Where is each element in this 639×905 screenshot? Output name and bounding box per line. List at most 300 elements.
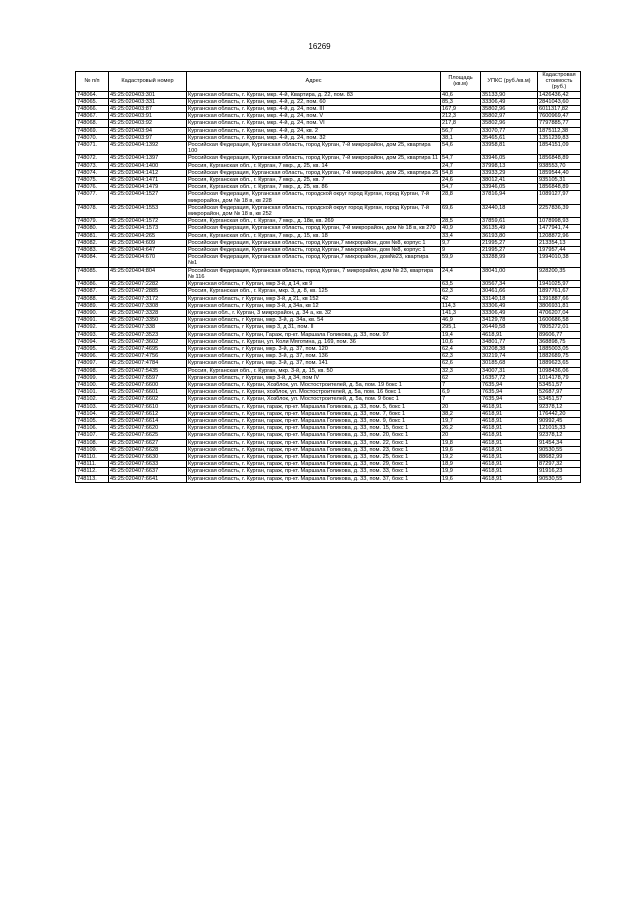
upks-cell: 4618,91 — [481, 446, 538, 453]
address-cell: Курганская область, г. Курган, Хозблок, ул. Мостостроителей, д. 5а, пом. 19 бокс 1 — [187, 381, 441, 388]
table-row — [76, 475, 581, 482]
upks-cell: 7635,94 — [481, 396, 538, 403]
cadastral-cost-cell: 1941025,97 — [538, 281, 581, 288]
address-cell: Российская Федерация, Курганская область, город Курган, 7-й микрорайон, дом № 18 в, кв 270 — [187, 225, 441, 232]
table-row — [76, 439, 581, 446]
address-cell: Курганская область, г. Курган, гараж, пр-кт. Маршала Голикова, д. 33, пом. 9, бокс 1 — [187, 417, 441, 424]
row-number-cell: 748066. — [76, 106, 109, 113]
table-row — [76, 403, 581, 410]
area-cell: 54,6 — [441, 142, 481, 155]
table-row — [76, 309, 581, 316]
cadastral-number-cell: 45:25:020407:2282 — [109, 281, 187, 288]
address-cell: Россия, Курганская обл., г. Курган, мкр. 3-й, д. 15, кв. 50 — [187, 367, 441, 374]
cadastral-number-cell: 45:25:020404:804 — [109, 267, 187, 280]
cadastral-cost-cell: 1600686,58 — [538, 317, 581, 324]
table-row — [76, 91, 581, 98]
upks-cell: 4618,91 — [481, 425, 538, 432]
cadastral-cost-cell: 935105,31 — [538, 177, 581, 184]
table-row — [76, 453, 581, 460]
cadastral-number-cell: 45:25:020404:1397 — [109, 155, 187, 162]
header-address: Адрес — [187, 72, 441, 92]
table-row — [76, 218, 581, 225]
cadastral-cost-cell: 4706207,04 — [538, 309, 581, 316]
row-number-cell: 748067. — [76, 113, 109, 120]
cadastral-cost-cell: 121015,33 — [538, 425, 581, 432]
cadastral-number-cell: 45:25:020407:3308 — [109, 302, 187, 309]
address-cell: Курганская область, г. Курган, гараж, пр-кт. Маршала Голикова, д. 33, пом. 37, бокс 1 — [187, 475, 441, 482]
upks-cell: 35465,61 — [481, 134, 538, 141]
cadastral-number-cell: 45:25:020404:265 — [109, 232, 187, 239]
row-number-cell: 748076. — [76, 184, 109, 191]
cadastral-number-cell: 45:25:020403:91 — [109, 113, 187, 120]
row-number-cell: 748078. — [76, 204, 109, 217]
cadastral-number-cell: 45:25:020407:6633 — [109, 461, 187, 468]
table-row — [76, 142, 581, 155]
address-cell: Курганская область, г Курган, мкр. 3-й, д. 37, пом. 136 — [187, 353, 441, 360]
area-cell: 63,5 — [441, 281, 481, 288]
cadastral-cost-cell: 88682,99 — [538, 453, 581, 460]
cadastral-number-cell: 45:25:020407:4756 — [109, 353, 187, 360]
table-row — [76, 317, 581, 324]
table-row — [76, 446, 581, 453]
area-cell: 9,7 — [441, 239, 481, 246]
table-row — [76, 106, 581, 113]
table-row — [76, 360, 581, 367]
area-cell: 141,3 — [441, 309, 481, 316]
table-row — [76, 324, 581, 331]
cadastral-cost-cell: 197957,44 — [538, 247, 581, 254]
upks-cell: 4618,91 — [481, 331, 538, 338]
upks-cell: 4618,91 — [481, 461, 538, 468]
page-number: 16269 — [308, 42, 331, 51]
table-row — [76, 295, 581, 302]
row-number-cell: 748092. — [76, 324, 109, 331]
row-number-cell: 748064. — [76, 91, 109, 98]
area-cell: 54,8 — [441, 169, 481, 176]
table-row — [76, 254, 581, 267]
address-cell: Курганская область, г Курган, мкр. 3-й, д. 34а, кв. 54 — [187, 317, 441, 324]
table-row — [76, 425, 581, 432]
cadastral-number-cell: 45:25:020404:1392 — [109, 142, 187, 155]
address-cell: Курганская область, г Курган, мкр 3-й, д 34а, кв 12 — [187, 302, 441, 309]
row-number-cell: 748096. — [76, 353, 109, 360]
upks-cell: 7635,94 — [481, 381, 538, 388]
area-cell: 20 — [441, 432, 481, 439]
area-cell: 24,6 — [441, 177, 481, 184]
address-cell: Российская Федерация, Курганская область, городской округ город Курган, город Курган, 7-й микрорайон, дом № 18 в, кв 252 — [187, 204, 441, 217]
upks-cell: 36193,80 — [481, 232, 538, 239]
address-cell: Курганская область, г. Курган, мкр. 4-й, д. 24, пом. VI — [187, 120, 441, 127]
cadastral-number-cell: 45:25:020407:338 — [109, 324, 187, 331]
upks-cell: 21995,27 — [481, 247, 538, 254]
upks-cell: 36135,49 — [481, 225, 538, 232]
address-cell: Россия, Курганская обл., г. Курган, 7 мкр., д. 25, кв. 7 — [187, 177, 441, 184]
cadastral-number-cell: 45:25:020407:2885 — [109, 288, 187, 295]
upks-cell: 34801,77 — [481, 338, 538, 345]
row-number-cell: 748105. — [76, 417, 109, 424]
address-cell: Курганская область, г Курган, мкр 3-й, д 21, кв 152 — [187, 295, 441, 302]
table-row — [76, 177, 581, 184]
cadastral-cost-cell: 1089127,97 — [538, 191, 581, 204]
upks-cell: 35133,90 — [481, 91, 538, 98]
row-number-cell: 748074. — [76, 169, 109, 176]
area-cell: 69,6 — [441, 204, 481, 217]
cadastral-number-cell: 45:25:020407:3523 — [109, 331, 187, 338]
area-cell: 24,7 — [441, 162, 481, 169]
upks-cell: 34007,31 — [481, 367, 538, 374]
row-number-cell: 748082. — [76, 239, 109, 246]
area-cell: 6,9 — [441, 389, 481, 396]
cadastral-cost-cell: 7805272,01 — [538, 324, 581, 331]
row-number-cell: 748102. — [76, 396, 109, 403]
address-cell: Курганская область, г. Курган, мкр. 4-й, д. 24, кв. 2 — [187, 127, 441, 134]
cadastral-number-cell: 45:25:020404:1479 — [109, 184, 187, 191]
cadastral-number-cell: 45:25:020404:1471 — [109, 177, 187, 184]
area-cell: 46,9 — [441, 317, 481, 324]
table-row — [76, 338, 581, 345]
table-row — [76, 113, 581, 120]
area-cell: 54,7 — [441, 155, 481, 162]
upks-cell: 37859,61 — [481, 218, 538, 225]
address-cell: Российская Федерация, Курганская область, город Курган, 7-й микрорайон, дом 25, квартира 100 — [187, 142, 441, 155]
table-row — [76, 410, 581, 417]
table-row — [76, 155, 581, 162]
upks-cell: 7635,94 — [481, 389, 538, 396]
table-row — [76, 353, 581, 360]
cadastral-number-cell: 45:25:020404:1400 — [109, 162, 187, 169]
row-number-cell: 748099. — [76, 374, 109, 381]
address-cell: Курганская область, г. Курган, мкр. 4-й, д. 24, пом. V — [187, 113, 441, 120]
row-number-cell: 748075. — [76, 177, 109, 184]
upks-cell: 37998,13 — [481, 162, 538, 169]
cadastral-cost-cell: 1882689,75 — [538, 353, 581, 360]
row-number-cell: 748069. — [76, 127, 109, 134]
table-row — [76, 288, 581, 295]
cadastral-cost-cell: 53451,57 — [538, 381, 581, 388]
upks-cell: 33140,18 — [481, 295, 538, 302]
row-number-cell: 748087. — [76, 288, 109, 295]
row-number-cell: 748093. — [76, 331, 109, 338]
cadastral-number-cell: 45:25:020404:647 — [109, 247, 187, 254]
area-cell: 212,3 — [441, 113, 481, 120]
upks-cell: 30208,38 — [481, 345, 538, 352]
area-cell: 40,6 — [441, 91, 481, 98]
address-cell: Курганская область, г Курган, мкр. 3-й, д. 37, пом. 120 — [187, 345, 441, 352]
upks-cell: 4618,91 — [481, 417, 538, 424]
table-row — [76, 302, 581, 309]
table-row — [76, 247, 581, 254]
cadastral-cost-cell: 1208872,96 — [538, 232, 581, 239]
row-number-cell: 748106. — [76, 425, 109, 432]
cadastral-number-cell: 45:25:020407:6610 — [109, 403, 187, 410]
upks-cell: 32440,18 — [481, 204, 538, 217]
upks-cell: 4618,91 — [481, 453, 538, 460]
cadastral-cost-cell: 1994010,38 — [538, 254, 581, 267]
row-number-cell: 748097. — [76, 360, 109, 367]
cadastral-number-cell: 45:25:020404:1553 — [109, 204, 187, 217]
address-cell: Российская Федерация, Курганская область, город Курган, 7-й микрорайон, дом 25, квартира 25 — [187, 169, 441, 176]
cadastral-cost-cell: 2257836,39 — [538, 204, 581, 217]
area-cell: 56,7 — [441, 127, 481, 134]
upks-cell: 33288,99 — [481, 254, 538, 267]
cadastral-cost-cell: 53451,57 — [538, 396, 581, 403]
table-row — [76, 204, 581, 217]
table-row — [76, 267, 581, 280]
area-cell: 9 — [441, 247, 481, 254]
area-cell: 19,4 — [441, 331, 481, 338]
table-row — [76, 232, 581, 239]
address-cell: Российская Федерация, Курганская область, город Курган,7 микрорайон, дом№23, квартира №1 — [187, 254, 441, 267]
table-row — [76, 169, 581, 176]
table-row — [76, 281, 581, 288]
address-cell: Курганская область, г Курган, мкр 3-й, д 34, пом IV — [187, 374, 441, 381]
area-cell: 19,6 — [441, 446, 481, 453]
cadastral-number-cell: 45:25:020403:92 — [109, 120, 187, 127]
address-cell: Россия, Курганская обл., г. Курган, 7 мкр., д. 15, кв. 18 — [187, 232, 441, 239]
address-cell: Курганская область, г. Курган, гараж, пр-кт. Маршала Голикова, д. 33, пом. 5, бокс 1 — [187, 403, 441, 410]
table-row — [76, 331, 581, 338]
cadastral-cost-cell: 1391887,66 — [538, 295, 581, 302]
address-cell: Российская Федерация, Курганская область, город Курган, 7-й микрорайон, дом 25, квартира 11 — [187, 155, 441, 162]
cadastral-cost-cell: 368898,75 — [538, 338, 581, 345]
cadastral-cost-cell: 1885003,05 — [538, 345, 581, 352]
upks-cell: 33958,81 — [481, 142, 538, 155]
address-cell: Российская Федерация, Курганская область, город Курган, 7 микрорайон, дом № 23, квартира № 116 — [187, 267, 441, 280]
cadastral-number-cell: 45:25:020403:97 — [109, 134, 187, 141]
table-row — [76, 389, 581, 396]
row-number-cell: 748091. — [76, 317, 109, 324]
area-cell: 19,7 — [441, 417, 481, 424]
row-number-cell: 748065. — [76, 98, 109, 105]
area-cell: 85,3 — [441, 98, 481, 105]
row-number-cell: 748098. — [76, 367, 109, 374]
table-row — [76, 120, 581, 127]
area-cell: 19,2 — [441, 453, 481, 460]
table-header — [76, 72, 581, 92]
address-cell: Курганская область, г Курган, мкр 3-й, д 14, кв 9 — [187, 281, 441, 288]
address-cell: Курганская область, г. Курган, гараж, пр-кт. Маршала Голикова, д. 33, пом. 23, бокс 1 — [187, 446, 441, 453]
cadastral-cost-cell: 938553,70 — [538, 162, 581, 169]
row-number-cell: 748080. — [76, 225, 109, 232]
table-row — [76, 345, 581, 352]
upks-cell: 33946,05 — [481, 155, 538, 162]
table-row — [76, 461, 581, 468]
table-row — [76, 374, 581, 381]
row-number-cell: 748088. — [76, 295, 109, 302]
header-area: Площадь (кв.м) — [441, 72, 481, 92]
address-cell: Курганская область, г. Курган, мкр. 4-й, д. 24, пом. 32 — [187, 134, 441, 141]
upks-cell: 38012,41 — [481, 177, 538, 184]
cadastral-cost-cell: 89606,77 — [538, 331, 581, 338]
cadastral-cost-cell: 1426436,42 — [538, 91, 581, 98]
area-cell: 114,3 — [441, 302, 481, 309]
cadastral-number-cell: 45:25:020407:3350 — [109, 317, 187, 324]
cadastral-number-cell: 45:25:020407:6620 — [109, 425, 187, 432]
row-number-cell: 748101. — [76, 389, 109, 396]
area-cell: 38,2 — [441, 410, 481, 417]
cadastral-cost-cell: 1098436,06 — [538, 367, 581, 374]
upks-cell: 35802,97 — [481, 113, 538, 120]
row-number-cell: 748068. — [76, 120, 109, 127]
row-number-cell: 748109. — [76, 446, 109, 453]
row-number-cell: 748090. — [76, 309, 109, 316]
address-cell: Курганская обл., г. Курган, 3 микрорайон, д. 34 а, кв. 32 — [187, 309, 441, 316]
cadastral-number-cell: 45:25:020404:1412 — [109, 169, 187, 176]
row-number-cell: 748113. — [76, 475, 109, 482]
cadastral-cost-cell: 52687,97 — [538, 389, 581, 396]
area-cell: 59,9 — [441, 254, 481, 267]
row-number-cell: 748089. — [76, 302, 109, 309]
upks-cell: 4618,91 — [481, 475, 538, 482]
row-number-cell: 748085. — [76, 267, 109, 280]
upks-cell: 33070,77 — [481, 127, 538, 134]
table-row — [76, 239, 581, 246]
table-row — [76, 191, 581, 204]
area-cell: 62,6 — [441, 360, 481, 367]
row-number-cell: 748083. — [76, 247, 109, 254]
row-number-cell: 748104. — [76, 410, 109, 417]
upks-cell: 30185,68 — [481, 360, 538, 367]
address-cell: Россия, Курганская обл., г. Курган, 7 мкр., д. 25, кв. 14 — [187, 162, 441, 169]
address-cell: Российская Федерация, Курганская область, город Курган,7 микрорайон, дом №8, корпус 1 — [187, 247, 441, 254]
table-row — [76, 162, 581, 169]
upks-cell: 35802,96 — [481, 120, 538, 127]
cadastral-cost-cell: 90530,55 — [538, 475, 581, 482]
area-cell: 26,2 — [441, 425, 481, 432]
area-cell: 33,4 — [441, 232, 481, 239]
cadastral-number-cell: 45:25:020404:1527 — [109, 191, 187, 204]
area-cell: 28,5 — [441, 218, 481, 225]
table-row — [76, 98, 581, 105]
cadastral-cost-cell: 1078998,93 — [538, 218, 581, 225]
table-row — [76, 381, 581, 388]
area-cell: 217,8 — [441, 120, 481, 127]
cadastral-cost-cell: 6011317,82 — [538, 106, 581, 113]
cadastral-value-table — [75, 71, 581, 483]
address-cell: Курганская область, г. Курган, гараж, пр-кт. Маршала Голикова, д. 33, пом. 29, бокс 1 — [187, 461, 441, 468]
cadastral-cost-cell: 2841043,60 — [538, 98, 581, 105]
upks-cell: 4618,91 — [481, 439, 538, 446]
table-row — [76, 432, 581, 439]
row-number-cell: 748084. — [76, 254, 109, 267]
table-row — [76, 367, 581, 374]
address-cell: Курганская область, г. Курган, гараж, пр-кт. Маршала Голикова, д. 33, пом. 25, бокс 1 — [187, 453, 441, 460]
header-upks: УПКС (руб./кв.м) — [481, 72, 538, 92]
row-number-cell: 748073. — [76, 162, 109, 169]
upks-cell: 33306,49 — [481, 302, 538, 309]
address-cell: Курганская область, г. Курган, ул. Коли Мяготина, д. 169, пом. 36 — [187, 338, 441, 345]
cadastral-number-cell: 45:25:020407:3328 — [109, 309, 187, 316]
address-cell: Российская Федерация, Курганская область, город Курган,7 микрорайон, дом №8, корпус 1 — [187, 239, 441, 246]
area-cell: 62,3 — [441, 288, 481, 295]
area-cell: 295,1 — [441, 324, 481, 331]
row-number-cell: 748095. — [76, 345, 109, 352]
upks-cell: 4618,91 — [481, 410, 538, 417]
cadastral-number-cell: 45:25:020407:4784 — [109, 360, 187, 367]
cadastral-number-cell: 45:25:020407:6597 — [109, 374, 187, 381]
upks-cell: 37816,94 — [481, 191, 538, 204]
area-cell: 18,9 — [441, 461, 481, 468]
cadastral-cost-cell: 1875112,38 — [538, 127, 581, 134]
cadastral-number-cell: 45:25:020403:87 — [109, 106, 187, 113]
address-cell: Россия, Курганская обл., г. Курган, 7 мкр., д. 25, кв. 86 — [187, 184, 441, 191]
row-number-cell: 748077. — [76, 191, 109, 204]
address-cell: Курганская область, г. Курган, гараж, пр-кт. Маршала Голикова, д. 33, пом. 33, бокс 1 — [187, 468, 441, 475]
upks-cell: 16357,72 — [481, 374, 538, 381]
table-row — [76, 184, 581, 191]
upks-cell: 26449,58 — [481, 324, 538, 331]
address-cell: Курганская область, г. Курган, Хозблок, ул. Мостостроителей, д. 5а, пом. 9 бокс 1 — [187, 396, 441, 403]
cadastral-cost-cell: 91916,23 — [538, 468, 581, 475]
upks-cell: 33933,29 — [481, 169, 538, 176]
address-cell: Курганская область, г Курган, мкр. 3-й, д. 37, пом. 141 — [187, 360, 441, 367]
cadastral-cost-cell: 92378,12 — [538, 432, 581, 439]
header-num: № п/п — [76, 72, 109, 92]
upks-cell: 35802,96 — [481, 106, 538, 113]
cadastral-cost-cell: 1856848,89 — [538, 155, 581, 162]
cadastral-cost-cell: 91454,34 — [538, 439, 581, 446]
row-number-cell: 748110. — [76, 453, 109, 460]
cadastral-number-cell: 45:25:020403:301 — [109, 91, 187, 98]
row-number-cell: 748111. — [76, 461, 109, 468]
cadastral-number-cell: 45:25:020407:6625 — [109, 432, 187, 439]
cadastral-number-cell: 45:25:020403:331 — [109, 98, 187, 105]
cadastral-cost-cell: 7797885,77 — [538, 120, 581, 127]
header-row — [76, 72, 581, 92]
row-number-cell: 748072. — [76, 155, 109, 162]
cadastral-number-cell: 45:25:020407:6627 — [109, 439, 187, 446]
upks-cell: 4618,91 — [481, 468, 538, 475]
cadastral-number-cell: 45:25:020403:94 — [109, 127, 187, 134]
address-cell: Курганская область, г. Курган, хозблок, ул. Мостостроителей, д. 5а, пом. 16 бокс 1 — [187, 389, 441, 396]
area-cell: 19,9 — [441, 468, 481, 475]
table-row — [76, 225, 581, 232]
area-cell: 7 — [441, 381, 481, 388]
area-cell: 20 — [441, 403, 481, 410]
cadastral-cost-cell: 213354,13 — [538, 239, 581, 246]
row-number-cell: 748107. — [76, 432, 109, 439]
upks-cell: 30461,66 — [481, 288, 538, 295]
row-number-cell: 748071. — [76, 142, 109, 155]
area-cell: 7 — [441, 396, 481, 403]
cadastral-number-cell: 45:25:020404:1572 — [109, 218, 187, 225]
address-cell: Курганская область, г. Курган, мкр. 4-й, д. 24, пом. III — [187, 106, 441, 113]
cadastral-number-cell: 45:25:020404:670 — [109, 254, 187, 267]
cadastral-number-cell: 45:25:020407:4695 — [109, 345, 187, 352]
upks-cell: 4618,91 — [481, 403, 538, 410]
area-cell: 54,7 — [441, 184, 481, 191]
cadastral-cost-cell: 1889623,65 — [538, 360, 581, 367]
address-cell: Курганская область, г Курган, Гараж, пр-кт. Маршала Голикова, д. 33, пом. 97 — [187, 331, 441, 338]
table-body — [76, 91, 581, 482]
cadastral-cost-cell: 1859544,40 — [538, 169, 581, 176]
upks-cell: 34129,78 — [481, 317, 538, 324]
upks-cell: 4618,91 — [481, 432, 538, 439]
row-number-cell: 748086. — [76, 281, 109, 288]
cadastral-cost-cell: 176442,20 — [538, 410, 581, 417]
cadastral-cost-cell: 90530,55 — [538, 446, 581, 453]
cadastral-number-cell: 45:25:020407:6641 — [109, 475, 187, 482]
cadastral-number-cell: 45:25:020407:3172 — [109, 295, 187, 302]
table-row — [76, 417, 581, 424]
cadastral-cost-cell: 1351239,83 — [538, 134, 581, 141]
area-cell: 62,3 — [441, 353, 481, 360]
table-row — [76, 396, 581, 403]
cadastral-number-cell: 45:25:020407:6630 — [109, 453, 187, 460]
area-cell: 38,1 — [441, 134, 481, 141]
cadastral-cost-cell: 87297,32 — [538, 461, 581, 468]
table-row — [76, 134, 581, 141]
